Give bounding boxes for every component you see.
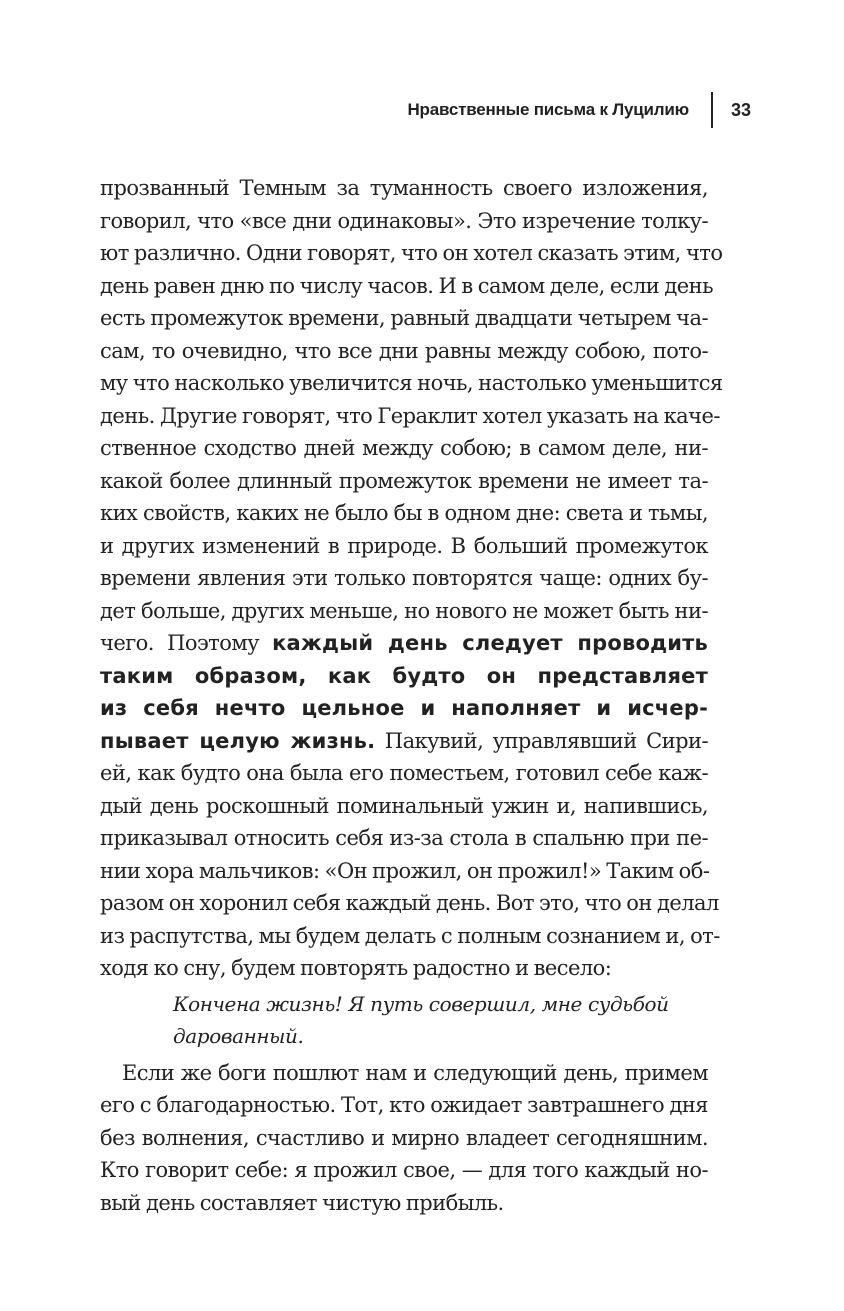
text-line: му что насколько увеличится ночь, настолько уменьшится: [100, 371, 723, 395]
text-line: приказывал относить себя из-за стола в спальню при пе-: [100, 826, 708, 850]
text-line-mixed: [100, 725, 708, 758]
plain-text: чего. Поэтому: [100, 631, 273, 655]
header-title: Нравственные письма к Луцилию: [407, 100, 689, 119]
text-line: его с благодарностью. Тот, кто ожидает завтрашнего дня: [100, 1093, 708, 1117]
text-line: прозванный Темным за туманность своего изложения,: [100, 176, 708, 200]
emphasis-text: каждый день следует проводить: [272, 631, 708, 655]
emphasis-line: из себя нечто цельное и наполняет и исчер-: [100, 696, 708, 720]
verse-line: дарованный.: [173, 1024, 304, 1048]
text-line: и других изменений в природе. В больший промежуток: [100, 533, 708, 558]
text-line: нии хора мальчиков: «Он прожил, он прожил!» Таким об-: [100, 858, 710, 883]
text-line: вый день составляет чистую прибыль.: [100, 1190, 504, 1215]
text-line-mixed: [100, 627, 708, 660]
text-line: дый день роскошный поминальный ужин и, напившись,: [100, 793, 708, 818]
running-header: [407, 92, 751, 128]
text-line: день равен дню по числу часов. И в самом деле, если день: [100, 273, 713, 298]
text-line: времени явления эти только повторятся чаще: одних бу-: [100, 566, 708, 590]
text-line: сам, то очевидно, что все дни равны между собою, пото-: [100, 338, 708, 363]
text-line: дет больше, других меньше, но нового не может быть ни-: [100, 598, 708, 623]
text-line: какой более длинный промежуток времени не имеет та-: [100, 468, 708, 493]
text-line: ственное сходство дней между собою; в самом деле, ни-: [100, 436, 708, 460]
text-line: Если же боги пошлют нам и следующий день, примем: [122, 1060, 708, 1085]
text-line: Кто говорит себе: я прожил свое, — для того каждый но-: [100, 1158, 708, 1182]
text-line: есть промежуток времени, равный двадцати четырем ча-: [100, 306, 708, 330]
text-line: из распутства, мы будем делать с полным сознанием и, от-: [100, 923, 720, 948]
text-line: день. Другие говорят, что Гераклит хотел указать на каче-: [100, 403, 720, 428]
emphasis-line: таким образом, как будто он представляет: [100, 663, 708, 688]
text-line: ей, как будто она была его поместьем, готовил себе каж-: [100, 761, 708, 785]
text-line: без волнения, счастливо и мирно владеет сегодняшним.: [100, 1125, 708, 1150]
text-line: ют различно. Одни говорят, что он хотел сказать этим, что: [100, 241, 723, 265]
text-line: ких свойств, каких не было бы в одном дне: света и тьмы,: [100, 501, 708, 525]
verse-line: Кончена жизнь! Я путь совершил, мне судьбой: [173, 991, 669, 1016]
page-body: [100, 172, 723, 1219]
plain-text: Пакувий, управлявший Сири-: [375, 728, 708, 753]
page-number: 33: [730, 99, 751, 120]
header-divider: [711, 92, 713, 128]
emphasis-text: пывает целую жизнь.: [100, 728, 376, 753]
verse-quote: [100, 988, 708, 1053]
text-line: говорил, что «все дни одинаковы». Это изречение толку-: [100, 208, 708, 233]
text-line: ходя ко сну, будем повторять радостно и весело:: [100, 956, 612, 980]
text-line: разом он хоронил себя каждый день. Вот это, что он делал: [100, 891, 719, 915]
